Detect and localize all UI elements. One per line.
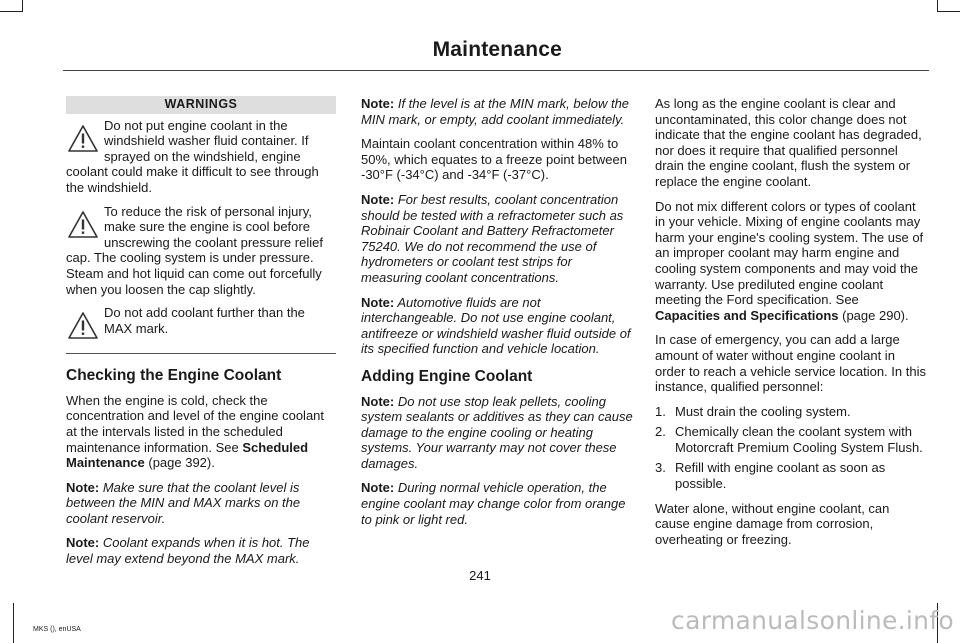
warning-item [66, 118, 336, 196]
warning-text: To reduce the risk of personal injury, make sure the engine is cool before unscrewing the coolant pressure relief cap. The cooling system is under pressure. Steam and hot liquid can come out forcefully when you loosen the cap slightly. [66, 203, 323, 297]
warning-item [66, 204, 336, 298]
note [66, 535, 336, 566]
warning-text: Do not put engine coolant in the windshield washer fluid container. If sprayed on the windshield, engine coolant could make it difficult to see through the windshield. [66, 117, 319, 195]
list-item [655, 460, 927, 491]
note-text: During normal vehicle operation, the engine coolant may change color from orange to pink or light red. [361, 480, 626, 527]
crop-mark [0, 11, 22, 12]
note-label: Note: [361, 96, 395, 111]
note-label: Note: [361, 480, 395, 496]
crop-mark [937, 11, 960, 12]
page-ref: (page 392). [144, 455, 215, 471]
crop-mark [22, 0, 23, 12]
header-divider [63, 70, 929, 71]
warning-triangle-icon [66, 309, 100, 343]
section-heading-adding: Adding Engine Coolant [361, 367, 533, 385]
note [66, 480, 336, 527]
note-label: Note: [361, 294, 395, 310]
steps-list [655, 404, 927, 492]
note-label: Note: [66, 479, 100, 495]
list-item [655, 404, 927, 420]
column-left [66, 96, 336, 576]
warnings-heading: WARNINGS [66, 96, 336, 114]
paragraph [655, 199, 927, 324]
note-label: Note: [66, 535, 100, 551]
step-number: 1. [655, 403, 666, 419]
crop-mark [13, 603, 14, 643]
note-text: Make sure that the coolant level is between the MIN and MAX marks on the coolant reservoir. [66, 479, 301, 526]
warning-triangle-icon [66, 122, 100, 156]
page-number: 241 [469, 568, 491, 583]
paragraph: Maintain coolant concentration within 48% to 50%, which equates to a freeze point between -30°F (-34°C) and -34°F (-37°C). [361, 136, 627, 183]
footer-code: MKS (), enUSA [33, 626, 81, 633]
note-label: Note: [361, 393, 395, 409]
column-middle [361, 96, 633, 536]
cross-reference-link[interactable]: Scheduled Maintenance [66, 439, 309, 471]
note-text: Automotive fluids are not interchangeable. Do not use engine coolant, antifreeze or windshield washer fluid outside of its specified function and vehicle location. [361, 294, 631, 357]
page-ref: (page 290). [838, 307, 909, 323]
step-number: 3. [655, 460, 666, 476]
page-title: Maintenance [432, 38, 562, 61]
paragraph: As long as the engine coolant is clear and uncontaminated, this color change does not indicate that the engine coolant has degraded, nor does it require that qualified personnel drain the engine coolant, flush the system or replace the engine coolant. [655, 96, 922, 189]
paragraph-text: Do not mix different colors or types of coolant in your vehicle. Mixing of engine coolants may harm your engine's cooling system. The use of an improper coolant may harm engine and cooling system components and may void the warranty. Use prediluted engine coolant meeting the Ford specification. See [655, 198, 924, 308]
warning-triangle-icon [66, 208, 100, 242]
section-divider [66, 353, 336, 354]
section-heading-checking: Checking the Engine Coolant [66, 367, 282, 385]
list-item [655, 424, 927, 455]
note [361, 394, 633, 472]
note-text: Do not use stop leak pellets, cooling system sealants or additives as they can cause damage to the engine cooling or heating systems. Your warranty may not cover these damages. [361, 393, 633, 471]
note [361, 295, 633, 357]
note-text: Coolant expands when it is hot. The level may extend beyond the MAX mark. [66, 535, 310, 567]
note [361, 480, 633, 527]
warnings-box [66, 96, 336, 343]
step-text: Must drain the cooling system. [675, 403, 851, 419]
step-text: Chemically clean the coolant system with Motorcraft Premium Cooling System Flush. [675, 424, 923, 455]
warning-text: Do not add coolant further than the MAX mark. [104, 305, 305, 336]
paragraph: Water alone, without engine coolant, can cause engine damage from corrosion, overheating or freezing. [655, 500, 890, 547]
cross-reference-link[interactable]: Capacities and Specifications [655, 307, 839, 323]
note-label: Note: [361, 191, 395, 207]
note [361, 192, 633, 286]
warning-item [66, 305, 336, 343]
step-number: 2. [655, 424, 666, 440]
column-right [655, 96, 927, 556]
paragraph: In case of emergency, you can add a large amount of water without engine coolant in order to reach a vehicle service location. In this instance, qualified personnel: [655, 332, 926, 395]
watermark: carmanualsonline.info [671, 606, 954, 635]
note-text: For best results, coolant concentration should be tested with a refractometer such as Robinair Coolant and Battery Refractometer 75240. We do not recommend the use of hydrometers or coolant test strips for measuring coolant concentrations. [361, 191, 624, 285]
paragraph [66, 393, 336, 471]
paragraph-text: When the engine is cold, check the concentration and level of the engine coolant at the intervals listed in the scheduled maintenance information. See [66, 392, 325, 455]
note [361, 96, 633, 127]
step-text: Refill with engine coolant as soon as possible. [675, 460, 886, 492]
note-text: If the level is at the MIN mark, below the MIN mark, or empty, add coolant immediately. [361, 96, 630, 127]
